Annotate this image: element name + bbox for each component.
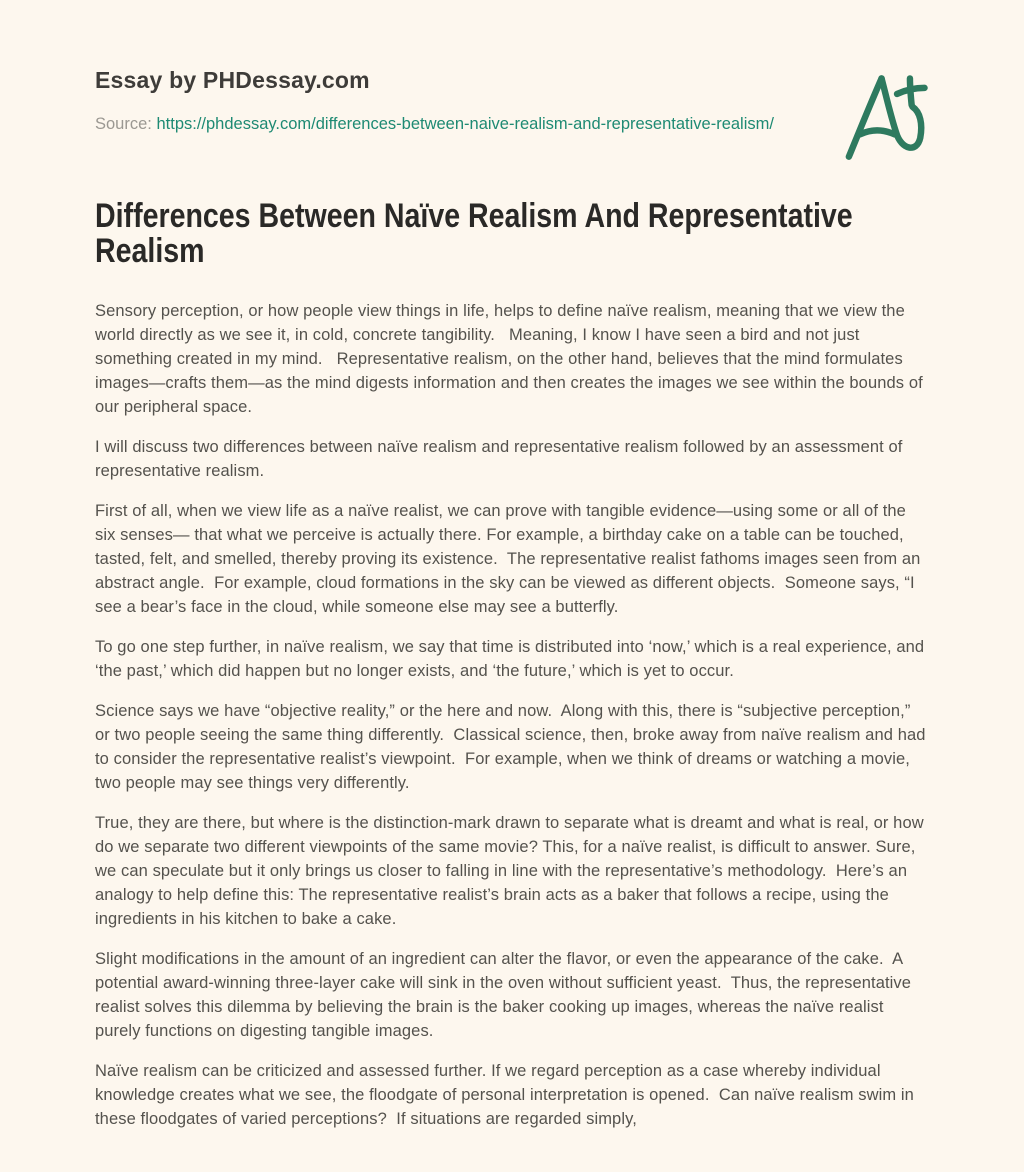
essay-byline: Essay by PHDessay.com [95,67,370,93]
essay-paragraph: To go one step further, in naïve realism, we say that time is distributed into ‘now,’ which is a real experience, and ‘the past,’ which did happen but no longer exists, and ‘the future,’ which is yet to occur. [95,638,929,680]
essay-title-line2: Realism [95,232,205,270]
essay-paragraph: I will discuss two differences between naïve realism and representative realism followed by an assessment of representative realism. [95,438,908,480]
essay-body [95,197,931,1131]
essay-paragraph: Naïve realism can be criticized and assessed further. If we regard perception as a case whereby individual knowledge creates what we see, the floodgate of personal interpretation is opened. Can naïve realism swim in these floodgates of varied perceptions? If situations are regarded simply, [95,1062,919,1128]
essay-title [95,197,853,270]
essay-title-line1: Differences Between Naïve Realism And Representative [95,197,853,235]
essay-paragraph: Slight modifications in the amount of an ingredient can alter the flavor, or even the appearance of the cake. A potential award-winning three-layer cake will sink in the oven without sufficient yeast. Thus, the representative realist solves this dilemma by believing the brain is the baker cooking up images, whereas the naïve realist purely functions on digesting tangible images. [95,950,916,1040]
essay-paragraph: Science says we have “objective reality,” or the here and now. Along with this, there is “subjective perception,” or two people seeing the same thing differently. Classical science, then, broke away from naïve realism and had to consider the representative realist’s viewpoint. For example, when we think of dreams or watching a movie, two people may see things very differently. [95,702,931,792]
source-link[interactable]: https://phdessay.com/differences-between-naive-realism-and-representative-realism/ [156,115,774,133]
source-label: Source: [95,115,152,133]
essay-paragraph: First of all, when we view life as a naïve realist, we can prove with tangible evidence—using some or all of the six senses— that what we perceive is actually there. For example, a birthday cake on a table can be touched, tasted, felt, and smelled, thereby proving its existence. The representative realist fathoms images seen from an abstract angle. For example, cloud formations in the sky can be viewed as different objects. Someone says, “I see a bear’s face in the cloud, while someone else may see a butterfly. [95,502,926,616]
page-header [95,66,928,137]
essay-paragraph: True, they are there, but where is the distinction-mark drawn to separate what is dreamt and what is real, or how do we separate two different viewpoints of the same movie? This, for a naïve realist, is difficult to answer. Sure, we can speculate but it only brings us closer to falling in line with the representative’s methodology. Here’s an analogy to help define this: The representative realist’s brain acts as a baker that follows a recipe, using the ingredients in his kitchen to bake a cake. [95,814,929,928]
source-line [95,111,785,137]
essay-paragraph: Sensory perception, or how people view things in life, helps to define naïve realism, meaning that we view the world directly as we see it, in cold, concrete tangibility. Meaning, I know I have seen a bird and not just something created in my mind. Representative realism, on the other hand, believes that the mind formulates images—crafts them—as the mind digests information and then creates the images we see within the bounds of our peripheral space. [95,302,928,416]
phdessay-a-plus-logo-icon [842,70,928,166]
